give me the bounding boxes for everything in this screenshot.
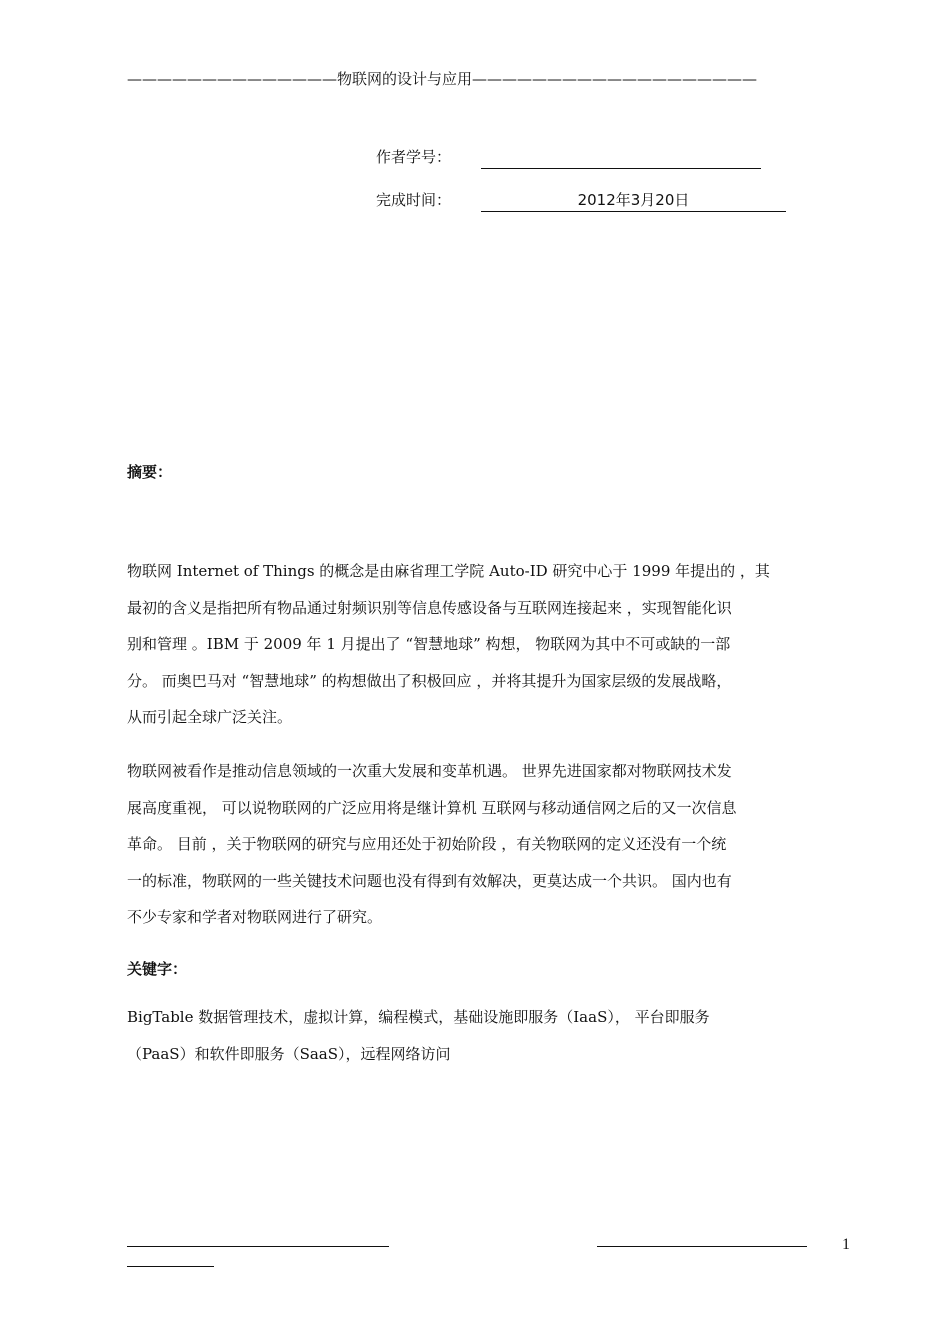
text-line: 物联网 Internet of Things 的概念是由麻省理工学院 Auto-ID 研究中心于 1999 年提出的 ，其 xyxy=(127,562,770,580)
footer-rule-short xyxy=(127,1266,214,1267)
page-number: 1 xyxy=(842,1236,850,1253)
abstract-paragraph-2 xyxy=(127,753,862,936)
text-line: 革命。 目前 ，关于物联网的研究与应用还处于初始阶段 ，有关物联网的定义还没有一个统 xyxy=(127,835,727,853)
text-line: 物联网被看作是推动信息领域的一次重大发展和变革机遇。 世界先进国家都对物联网技术发 xyxy=(127,762,732,780)
text-line: 别和管理 。IBM 于 2009 年 1 月提出了 “智慧地球” 构想， 物联网为其中不可或缺的一部 xyxy=(127,635,731,653)
abstract-heading: 摘要： xyxy=(127,463,173,481)
text-line: 不少专家和学者对物联网进行了研究。 xyxy=(127,908,383,926)
text-line: 最初的含义是指把所有物品通过射频识别等信息传感设备与互联网连接起来 ，实现智能化识 xyxy=(127,598,732,617)
text-line: 一的标准，物联网的一些关键技术问题也没有得到有效解决，更莫达成一个共识。 国内也有 xyxy=(127,871,732,890)
keywords-list xyxy=(127,999,862,1072)
footer-rule-right xyxy=(597,1246,807,1247)
keywords-line: （PaaS）和软件即服务（SaaS），远程网络访问 xyxy=(127,1044,451,1063)
date-value: 2012年3月20日 xyxy=(481,189,786,212)
keywords-heading: 关键字： xyxy=(127,960,188,978)
date-label: 完成时间： xyxy=(376,191,452,209)
abstract-paragraph-1 xyxy=(127,553,862,736)
keywords-line: BigTable 数据管理技术，虚拟计算，编程模式，基础设施即服务（IaaS）， 平台即服务 xyxy=(127,1008,710,1026)
text-line: 从而引起全球广泛关注。 xyxy=(127,708,293,726)
text-line: 分。 而奥巴马对 “智慧地球” 的构想做出了积极回应 ，并将其提升为国家层级的发展战略， xyxy=(127,671,732,690)
page-header: ——————————————物联网的设计与应用——————————————————— xyxy=(127,70,758,88)
footer-rule-left xyxy=(127,1246,389,1247)
student-id-value xyxy=(481,146,761,169)
text-line: 展高度重视， 可以说物联网的广泛应用将是继计算机 互联网与移动通信网之后的又一次信息 xyxy=(127,798,737,817)
student-id-label: 作者学号： xyxy=(376,148,452,166)
